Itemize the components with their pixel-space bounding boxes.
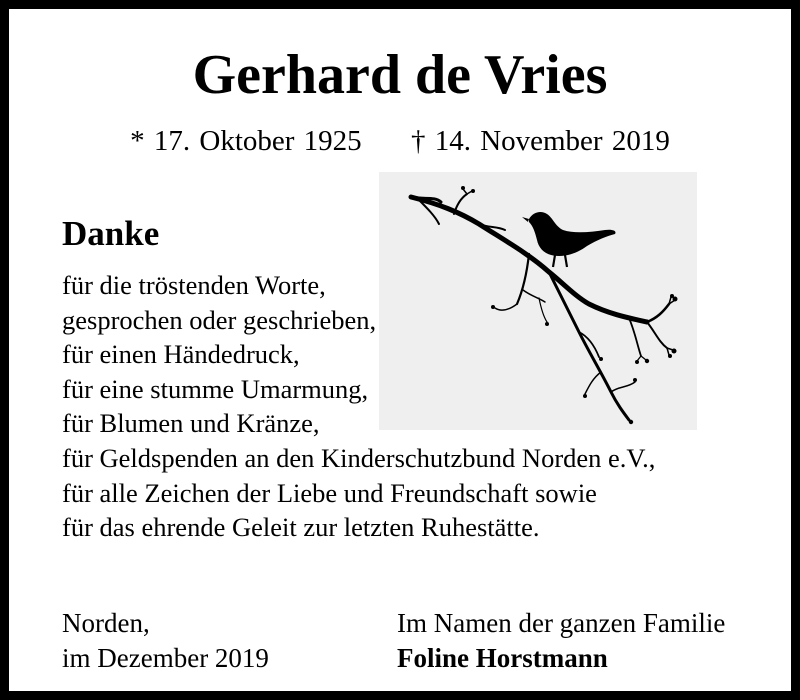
thanks-heading: Danke (62, 214, 160, 253)
signer-name: Foline Horstmann (397, 643, 608, 673)
thanks-line: für Blumen und Kränze, (62, 408, 320, 439)
life-dates (9, 127, 791, 156)
signature-intro: Im Namen der ganzen Familie (397, 608, 726, 638)
place-and-date (62, 606, 269, 676)
thanks-line: für die tröstenden Worte, (62, 270, 326, 300)
place: Norden, (62, 608, 150, 638)
thanks-lines (62, 268, 655, 545)
thanks-line: gesprochen oder geschrieben, (62, 304, 377, 335)
thanks-line: für Geldspenden an den Kinderschutzbund Norden e.V., (62, 442, 656, 473)
death-date: † 14. November 2019 (410, 125, 670, 157)
deceased-name: Gerhard de Vries (192, 44, 608, 106)
thanks-line: für eine stumme Umarmung, (62, 373, 369, 404)
thanks-line: für das ehrende Geleit zur letzten Ruhestätte. (62, 512, 540, 543)
birth-date: * 17. Oktober 1925 (130, 125, 362, 157)
thanks-line: für alle Zeichen der Liebe und Freundschaft sowie (62, 477, 597, 508)
signature-block (397, 606, 725, 676)
thanks-line: für einen Händedruck, (62, 339, 300, 370)
date: im Dezember 2019 (62, 643, 269, 673)
